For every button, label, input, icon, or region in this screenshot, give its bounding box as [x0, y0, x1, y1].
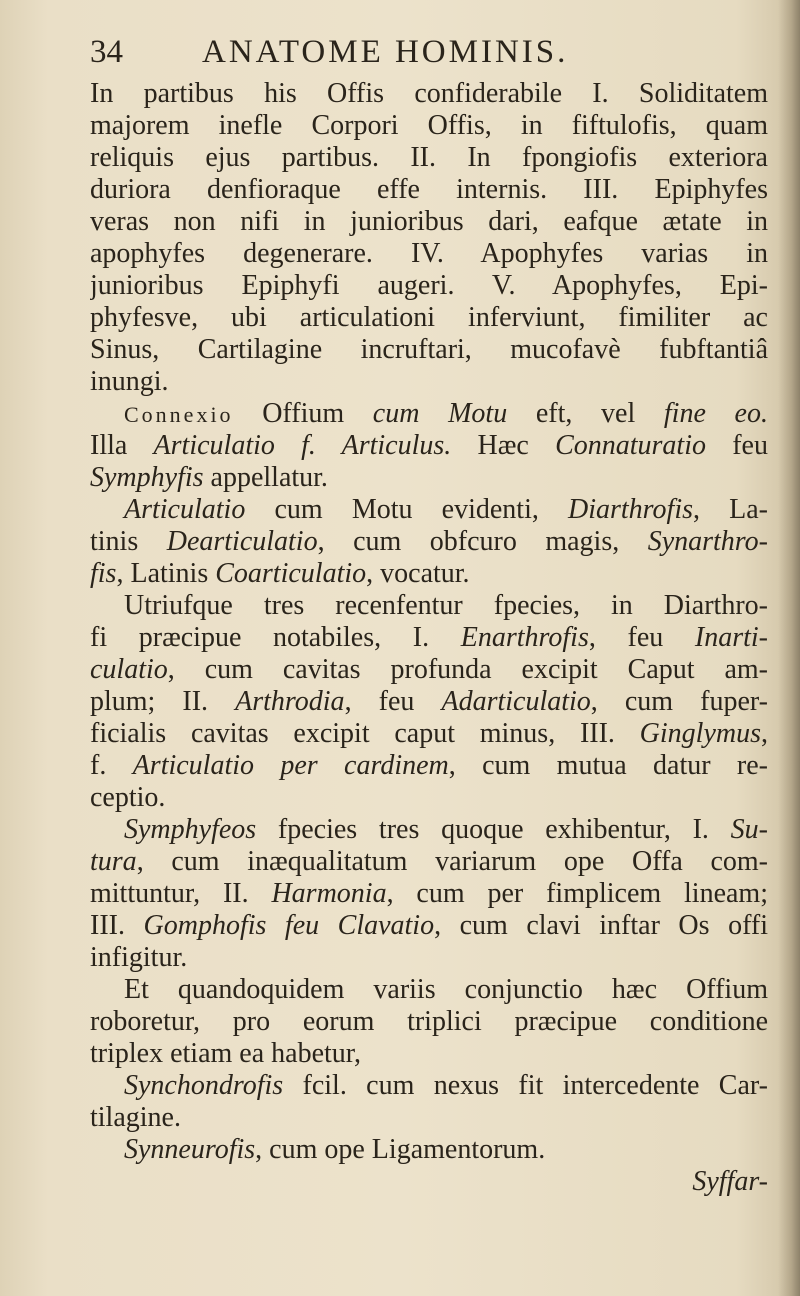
text-line: [90, 622, 768, 654]
text-segment: , cum mutua datur re-: [448, 750, 768, 781]
text-line: [90, 974, 768, 1006]
text-segment: , Latinis: [116, 558, 216, 589]
text-line: [90, 654, 768, 686]
italic-term: Symphyfeos: [124, 814, 257, 845]
text-line: [90, 1166, 768, 1198]
italic-term: Su-: [730, 814, 768, 845]
italic-term: Gomphofis feu Clavatio: [143, 910, 435, 941]
text-line: [90, 910, 768, 942]
text-line: [90, 142, 768, 174]
text-segment: tilagine.: [90, 1102, 181, 1133]
text-segment: , feu: [588, 622, 695, 653]
text-segment: In partibus his Offis confiderabile I. Soliditatem: [90, 78, 768, 109]
text-line: [90, 366, 768, 398]
italic-term: Inarti-: [694, 622, 768, 653]
italic-term: Syffar-: [692, 1166, 768, 1197]
text-line: [90, 814, 768, 846]
text-line: [90, 206, 768, 238]
text-segment: , vocatur.: [366, 558, 470, 589]
italic-term: Harmonia: [271, 878, 387, 909]
italic-term: Synchondrofis: [124, 1070, 284, 1101]
text-segment: veras non nifi in junioribus dari, eafque ætate in: [90, 206, 768, 237]
italic-term: Synneurofis: [124, 1134, 256, 1165]
page-header: [90, 30, 770, 74]
text-line: [90, 590, 768, 622]
text-segment: , La-: [693, 494, 768, 525]
text-line: [90, 238, 768, 270]
text-line: [90, 1070, 768, 1102]
italic-term: Articulatio per cardinem: [132, 750, 449, 781]
text-line: [90, 110, 768, 142]
page-number: 34: [90, 34, 123, 70]
text-segment: ,: [761, 718, 768, 749]
text-line: [90, 1102, 768, 1134]
text-line: [90, 686, 768, 718]
italic-term: Arthrodia: [235, 686, 345, 717]
text-line: [90, 462, 768, 494]
text-segment: , cum fuper-: [590, 686, 768, 717]
text-segment: f.: [90, 750, 133, 781]
text-segment: , cum clavi inftar Os offi: [434, 910, 768, 941]
text-line: [90, 718, 768, 750]
italic-term: Articulatio: [124, 494, 246, 525]
text-segment: reliquis ejus partibus. II. In fpongiofis exteriora: [90, 142, 768, 173]
text-segment: Sinus, Cartilagine incruftari, mucofavè fubftantiâ: [90, 334, 768, 365]
text-line: [90, 430, 768, 462]
italic-term: Dearticulatio: [166, 526, 318, 557]
text-line: [90, 174, 768, 206]
text-segment: Et quandoquidem variis conjunctio hæc Offium: [124, 974, 768, 1005]
text-line: [90, 1134, 768, 1166]
italic-term: Connaturatio: [555, 430, 706, 461]
text-line: [90, 846, 768, 878]
italic-term: cum Motu: [372, 398, 508, 429]
text-segment: eft, vel: [507, 398, 664, 429]
text-segment: III.: [90, 910, 144, 941]
text-segment: Utriufque tres recenfentur fpecies, in Diarthro-: [124, 590, 768, 621]
text-segment: feu: [706, 430, 768, 461]
text-segment: fpecies tres quoque exhibentur, I.: [256, 814, 731, 845]
text-segment: fcil. cum nexus fit intercedente Car-: [283, 1070, 768, 1101]
italic-term: Coarticulatio: [215, 558, 367, 589]
text-line: [90, 494, 768, 526]
running-head: ANATOME HOMINIS.: [202, 34, 569, 70]
italic-term: fis: [90, 558, 117, 589]
italic-term: Adarticulatio: [441, 686, 591, 717]
text-segment: fi præcipue notabiles, I.: [90, 622, 461, 653]
text-line: [90, 1038, 768, 1070]
text-segment: phyfesve, ubi articulationi inferviunt, fimiliter ac: [90, 302, 768, 333]
italic-term: fine eo.: [663, 398, 768, 429]
text-segment: inungi.: [90, 366, 169, 397]
text-line: [90, 398, 768, 430]
italic-term: Articulatio: [153, 430, 275, 461]
text-segment: cum Motu evidenti,: [245, 494, 568, 525]
text-segment: tinis: [90, 526, 167, 557]
text-segment: ceptio.: [90, 782, 166, 813]
text-line: [90, 558, 768, 590]
text-segment: appellatur.: [203, 462, 328, 493]
italic-term: culatio: [90, 654, 168, 685]
text-line: [90, 878, 768, 910]
body-text: [90, 78, 768, 1198]
text-segment: , cum obfcuro magis,: [317, 526, 648, 557]
text-line: [90, 782, 768, 814]
italic-term: Synarthro-: [647, 526, 768, 557]
text-segment: junioribus Epiphyfi augeri. V. Apophyfes, Epi-: [90, 270, 768, 301]
text-segment: apophyfes degenerare. IV. Apophyfes varias in: [90, 238, 768, 269]
text-line: [90, 302, 768, 334]
text-segment: roboretur, pro eorum triplici præcipue conditione: [90, 1006, 768, 1037]
italic-term: f. Articulus.: [301, 430, 452, 461]
text-segment: , cum ope Ligamentorum.: [255, 1134, 546, 1165]
text-segment: mittuntur, II.: [90, 878, 272, 909]
text-segment: , cum per fimplicem lineam;: [386, 878, 768, 909]
text-segment: , cum cavitas profunda excipit Caput am-: [167, 654, 768, 685]
text-segment: Offium: [233, 398, 373, 429]
text-segment: triplex etiam ea habetur,: [90, 1038, 361, 1069]
text-line: [90, 1006, 768, 1038]
text-line: [90, 526, 768, 558]
text-segment: infigitur.: [90, 942, 188, 973]
text-segment: [275, 430, 301, 461]
text-segment: plum; II.: [90, 686, 236, 717]
italic-term: Symphyfis: [90, 462, 204, 493]
small-caps-term: Connexio: [124, 402, 234, 427]
text-segment: , feu: [344, 686, 442, 717]
text-line: [90, 334, 768, 366]
text-line: [90, 750, 768, 782]
italic-term: Diarthrofis: [568, 494, 693, 525]
page-edge-shadow: [778, 0, 800, 1296]
text-segment: , cum inæqualitatum variarum ope Offa com-: [136, 846, 768, 877]
italic-term: Ginglymus: [639, 718, 761, 749]
text-segment: Hæc: [451, 430, 556, 461]
text-segment: majorem inefle Corpori Offis, in fiftulofis, quam: [90, 110, 768, 141]
italic-term: tura: [90, 846, 137, 877]
italic-term: Enarthrofis: [460, 622, 589, 653]
text-segment: ficialis cavitas excipit caput minus, III.: [90, 718, 640, 749]
text-line: [90, 942, 768, 974]
text-segment: duriora denfioraque effe internis. III. Epiphyfes: [90, 174, 768, 205]
text-line: [90, 270, 768, 302]
text-line: [90, 78, 768, 110]
text-segment: Illa: [90, 430, 154, 461]
